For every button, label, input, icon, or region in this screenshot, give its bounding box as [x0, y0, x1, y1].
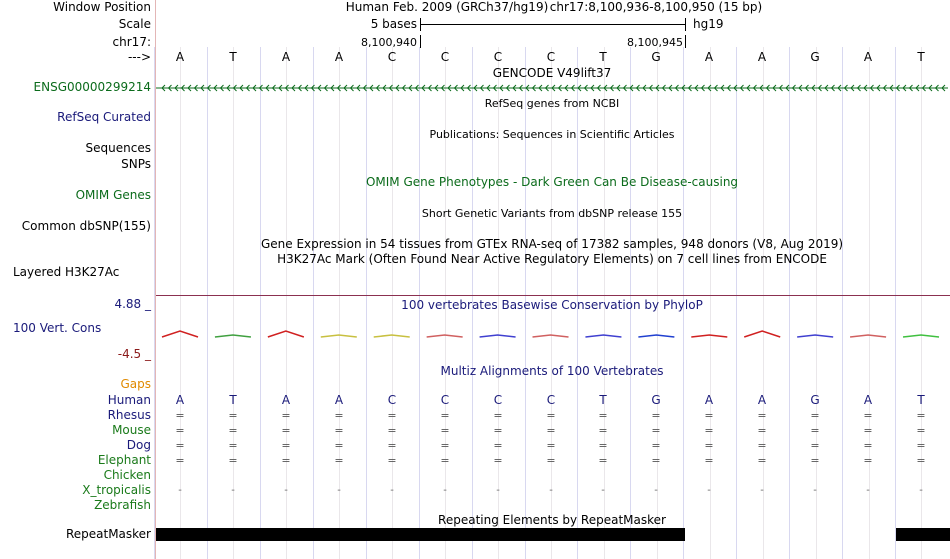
base-letter: G	[810, 50, 820, 64]
alignment-match-mark: =	[281, 424, 291, 437]
alignment-match-mark: =	[493, 439, 503, 452]
alignment-base: C	[493, 393, 503, 407]
species-label[interactable]: Chicken	[103, 468, 151, 482]
phylop-track-label[interactable]: 100 Vert. Cons	[13, 321, 102, 335]
repeat-element-block[interactable]	[156, 528, 685, 541]
alignment-match-mark: =	[704, 424, 714, 437]
gencode-gene-line[interactable]	[156, 82, 950, 94]
alignment-match-mark: =	[598, 409, 608, 422]
phylop-mark	[215, 335, 251, 337]
base-letter: A	[863, 50, 873, 64]
alignment-match-mark: =	[810, 454, 820, 467]
phylop-mark	[744, 331, 780, 337]
ruler-tick-left	[420, 35, 421, 48]
base-letter: A	[334, 50, 344, 64]
alignment-match-mark: =	[598, 424, 608, 437]
alignment-base: G	[651, 393, 661, 407]
omim-track-title: OMIM Gene Phenotypes - Dark Green Can Be Disease-causing	[365, 175, 739, 189]
alignment-gap-mark: -	[390, 485, 394, 496]
repeat-element-block[interactable]	[896, 528, 950, 541]
base-letter: C	[493, 50, 503, 64]
alignment-match-mark: =	[810, 424, 820, 437]
alignment-match-mark: =	[704, 439, 714, 452]
alignment-match-mark: =	[493, 424, 503, 437]
base-letter: A	[704, 50, 714, 64]
phylop-min-value: -4.5 _	[117, 347, 151, 361]
alignment-match-mark: =	[546, 454, 556, 467]
phylop-mark	[691, 335, 727, 337]
grid-line	[895, 47, 896, 559]
base-letter: T	[229, 50, 237, 64]
alignment-gap-mark: -	[549, 485, 553, 496]
alignment-base: C	[387, 393, 397, 407]
alignment-base: T	[917, 393, 925, 407]
alignment-match-mark: =	[546, 409, 556, 422]
phylop-mark	[374, 335, 410, 337]
omim-genes-label[interactable]: OMIM Genes	[75, 188, 151, 202]
alignment-match-mark: =	[175, 454, 185, 467]
alignment-match-mark: =	[651, 409, 661, 422]
base-letter: G	[651, 50, 661, 64]
alignment-match-mark: =	[493, 409, 503, 422]
phylop-mark	[585, 335, 621, 337]
ruler-tick-left-label: 8,100,940	[361, 36, 417, 49]
alignment-base: A	[175, 393, 185, 407]
base-letter: A	[175, 50, 185, 64]
alignment-gap-mark: -	[760, 485, 764, 496]
base-letter: T	[599, 50, 607, 64]
position-text: chr17:8,100,936-8,100,950 (15 bp)	[549, 0, 763, 14]
alignment-match-mark: =	[598, 454, 608, 467]
sequences-label[interactable]: Sequences	[85, 141, 151, 155]
alignment-match-mark: =	[916, 454, 926, 467]
phylop-max-value: 4.88 _	[114, 297, 151, 311]
alignment-gap-mark: -	[707, 485, 711, 496]
grid-line	[736, 47, 737, 559]
alignment-base: C	[440, 393, 450, 407]
grid-line	[260, 47, 261, 559]
alignment-match-mark: =	[704, 454, 714, 467]
alignment-base: A	[334, 393, 344, 407]
alignment-match-mark: =	[757, 439, 767, 452]
ruler-tick-right	[685, 35, 686, 48]
alignment-base: T	[229, 393, 237, 407]
h3k27ac-baseline	[156, 295, 950, 296]
species-label[interactable]: Dog	[126, 438, 151, 452]
alignment-match-mark: =	[651, 424, 661, 437]
alignment-match-mark: =	[281, 439, 291, 452]
species-label[interactable]: Elephant	[97, 453, 151, 467]
alignment-match-mark: =	[440, 439, 450, 452]
alignment-gap-mark: -	[443, 485, 447, 496]
alignment-match-mark: =	[440, 409, 450, 422]
alignment-match-mark: =	[546, 424, 556, 437]
phylop-mark	[797, 335, 833, 337]
alignment-match-mark: =	[387, 454, 397, 467]
alignment-base: A	[863, 393, 873, 407]
alignment-base: G	[810, 393, 820, 407]
species-label[interactable]: Zebrafish	[94, 498, 151, 512]
scale-label: Scale	[118, 17, 151, 31]
alignment-match-mark: =	[493, 454, 503, 467]
phylop-mark	[850, 335, 886, 337]
repeatmasker-label[interactable]: RepeatMasker	[65, 527, 151, 541]
base-letter: T	[917, 50, 925, 64]
alignment-match-mark: =	[228, 454, 238, 467]
publications-track-title: Publications: Sequences in Scientific Articles	[429, 128, 675, 141]
gencode-item-label[interactable]: ENSG00000299214	[33, 80, 151, 94]
grid-line	[789, 47, 790, 559]
alignment-gap-mark: -	[601, 485, 605, 496]
db-text: hg19	[693, 17, 724, 31]
alignment-match-mark: =	[175, 439, 185, 452]
alignment-match-mark: =	[387, 409, 397, 422]
alignment-match-mark: =	[175, 409, 185, 422]
track-labels-column	[0, 0, 156, 559]
phylop-mark	[533, 335, 569, 337]
alignment-match-mark: =	[387, 424, 397, 437]
base-letter: A	[281, 50, 291, 64]
base-letter: A	[757, 50, 767, 64]
alignment-match-mark: =	[281, 409, 291, 422]
window-position-label: Window Position	[53, 0, 151, 14]
alignment-match-mark: =	[757, 409, 767, 422]
gencode-track-title: GENCODE V49lift37	[492, 66, 612, 80]
alignment-gap-mark: -	[919, 485, 923, 496]
alignment-match-mark: =	[916, 424, 926, 437]
assembly-text: Human Feb. 2009 (GRCh37/hg19)	[345, 0, 549, 14]
alignment-match-mark: =	[863, 439, 873, 452]
multiz-track-title: Multiz Alignments of 100 Vertebrates	[440, 364, 664, 378]
alignment-match-mark: =	[334, 424, 344, 437]
track-image-area[interactable]	[156, 0, 950, 559]
alignment-match-mark: =	[387, 439, 397, 452]
phylop-track-title: 100 vertebrates Basewise Conservation by PhyloP	[401, 298, 703, 312]
layered-h3k27ac-label[interactable]: Layered H3K27Ac	[13, 265, 120, 279]
phylop-mark	[903, 335, 939, 337]
alignment-match-mark: =	[228, 424, 238, 437]
alignment-gap-mark: -	[654, 485, 658, 496]
grid-line	[842, 47, 843, 559]
phylop-mark	[321, 335, 357, 337]
snps-label[interactable]: SNPs	[121, 157, 151, 171]
alignment-match-mark: =	[228, 409, 238, 422]
alignment-match-mark: =	[281, 454, 291, 467]
phylop-mark	[427, 335, 463, 337]
alignment-gap-mark: -	[866, 485, 870, 496]
grid-line	[207, 47, 208, 559]
gtex-track-title: Gene Expression in 54 tissues from GTEx RNA-seq of 17382 samples, 948 donors (V8, Aug 2019)	[260, 237, 844, 251]
alignment-match-mark: =	[863, 454, 873, 467]
alignment-match-mark: =	[334, 454, 344, 467]
alignment-match-mark: =	[440, 454, 450, 467]
alignment-match-mark: =	[757, 454, 767, 467]
alignment-gap-mark: -	[284, 485, 288, 496]
scale-text: 5 bases	[370, 17, 417, 31]
ruler-tick-right-label: 8,100,945	[627, 36, 683, 49]
dbsnp-track-title: Short Genetic Variants from dbSNP release 155	[421, 207, 683, 220]
alignment-gap-mark: -	[813, 485, 817, 496]
strand-arrow-label: --->	[127, 50, 151, 64]
base-letter: C	[387, 50, 397, 64]
alignment-match-mark: =	[810, 409, 820, 422]
species-label[interactable]: X_tropicalis	[82, 483, 151, 497]
grid-line	[313, 47, 314, 559]
alignment-gap-mark: -	[496, 485, 500, 496]
alignment-match-mark: =	[863, 409, 873, 422]
refseq-curated-label[interactable]: RefSeq Curated	[57, 110, 151, 124]
base-letter: C	[440, 50, 450, 64]
gaps-label[interactable]: Gaps	[120, 377, 151, 391]
refseq-track-title: RefSeq genes from NCBI	[484, 97, 620, 110]
scale-bar	[420, 18, 686, 31]
alignment-match-mark: =	[440, 424, 450, 437]
base-letter: C	[546, 50, 556, 64]
alignment-match-mark: =	[704, 409, 714, 422]
alignment-gap-mark: -	[178, 485, 182, 496]
alignment-match-mark: =	[651, 454, 661, 467]
alignment-match-mark: =	[598, 439, 608, 452]
alignment-match-mark: =	[175, 424, 185, 437]
alignment-match-mark: =	[228, 439, 238, 452]
alignment-gap-mark: -	[337, 485, 341, 496]
alignment-match-mark: =	[757, 424, 767, 437]
alignment-base: T	[599, 393, 607, 407]
alignment-match-mark: =	[916, 439, 926, 452]
common-dbsnp-label[interactable]: Common dbSNP(155)	[21, 219, 151, 233]
alignment-base: A	[757, 393, 767, 407]
species-label[interactable]: Mouse	[112, 423, 151, 437]
alignment-match-mark: =	[863, 424, 873, 437]
alignment-base: C	[546, 393, 556, 407]
alignment-match-mark: =	[810, 439, 820, 452]
alignment-base: A	[704, 393, 714, 407]
chr-label: chr17:	[112, 35, 151, 49]
alignment-match-mark: =	[916, 409, 926, 422]
alignment-match-mark: =	[546, 439, 556, 452]
grid-line	[154, 47, 155, 559]
alignment-base: A	[281, 393, 291, 407]
phylop-mark	[638, 335, 674, 337]
alignment-gap-mark: -	[231, 485, 235, 496]
species-label[interactable]: Rhesus	[107, 408, 151, 422]
species-label[interactable]: Human	[107, 393, 151, 407]
phylop-mark	[268, 331, 304, 337]
alignment-match-mark: =	[651, 439, 661, 452]
h3k27ac-track-title: H3K27Ac Mark (Often Found Near Active Regulatory Elements) on 7 cell lines from ENCODE	[277, 252, 827, 266]
repeatmasker-track-title: Repeating Elements by RepeatMasker	[438, 513, 666, 527]
alignment-match-mark: =	[334, 409, 344, 422]
grid-line	[366, 47, 367, 559]
phylop-mark	[480, 335, 516, 337]
phylop-signal[interactable]	[156, 328, 950, 344]
alignment-match-mark: =	[334, 439, 344, 452]
phylop-mark	[162, 331, 198, 337]
